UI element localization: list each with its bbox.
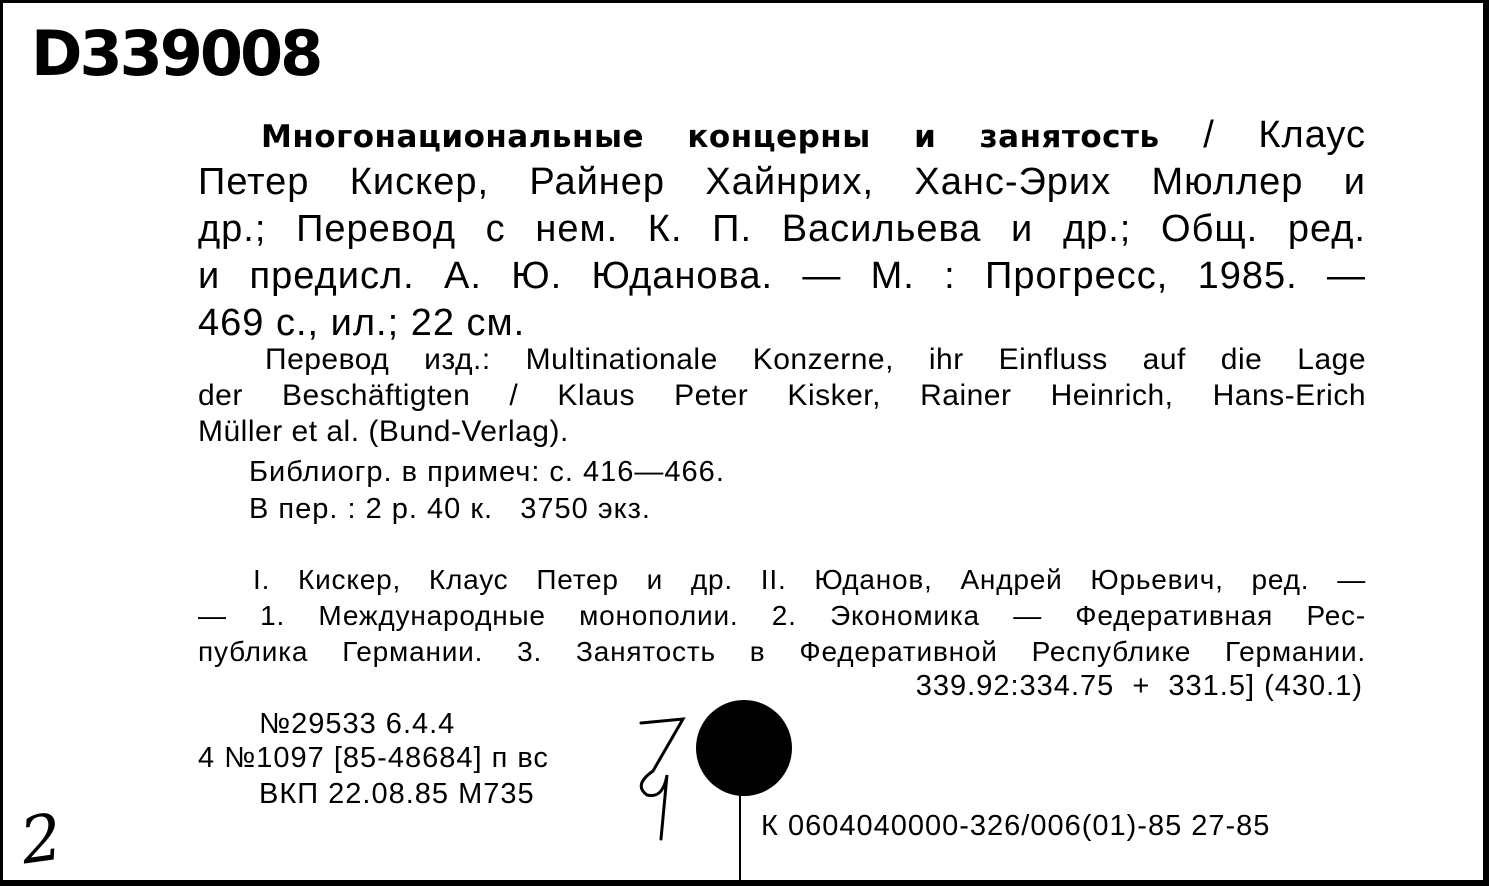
original-line-3: Müller et al. (Bund-Verlag). [198,415,569,448]
author-first-name: Клаус [1258,114,1366,156]
classification-index: 339.92:334.75 + 331.5] (430.1) [915,670,1363,702]
order-line-2: 4 №1097 [85-48684] п вс [198,742,549,774]
ink-stamp-dot [696,700,792,796]
stamp-trail-line [739,795,741,885]
main-line-3: др.; Перевод с нем. К. П. Васильева и др.; Общ. ред. [198,208,1366,250]
bibliography-note: Библиогр. в примеч: с. 416—466. [249,456,725,488]
main-line-5: 469 с., ил.; 22 см. [198,302,526,344]
order-line-3: ВКП 22.08.85 М735 [259,778,535,810]
original-line-2: der Beschäftigten / Klaus Peter Kisker, Rainer Heinrich, Hans-Erich [198,379,1366,412]
tracing-line-1: I. Кискер, Клаус Петер и др. II. Юданов, Андрей Юрьевич, ред. — [253,564,1366,595]
code-line: К 0604040000-326/006(01)-85 27-85 [761,810,1271,842]
main-line-4: и предисл. А. Ю. Юданова. — М. : Прогресс, 1985. — [198,255,1366,297]
tracing-line-3: публика Германии. 3. Занятость в Федеративной Республике Германии. [198,636,1366,667]
order-line-1: №29533 6.4.4 [259,708,456,740]
original-line-1: Перевод изд.: Multinationale Konzerne, ihr Einfluss auf die Lage [265,343,1366,376]
main-line-2: Петер Кискер, Райнер Хайнрих, Ханс-Эрих Мюллер и [198,161,1366,203]
book-title: Многонациональные концерны и занятость [261,119,1160,155]
card-number: D339008 [31,17,321,90]
handwritten-number: 2 [16,800,67,880]
title-separator: / [1203,114,1215,156]
tracing-line-2: — 1. Международные монополии. 2. Экономика — Федеративная Рес- [198,600,1366,631]
handwritten-scribble-icon [623,715,703,845]
price-note: В пер. : 2 р. 40 к. 3750 экз. [249,493,651,525]
title-line [261,113,1366,160]
